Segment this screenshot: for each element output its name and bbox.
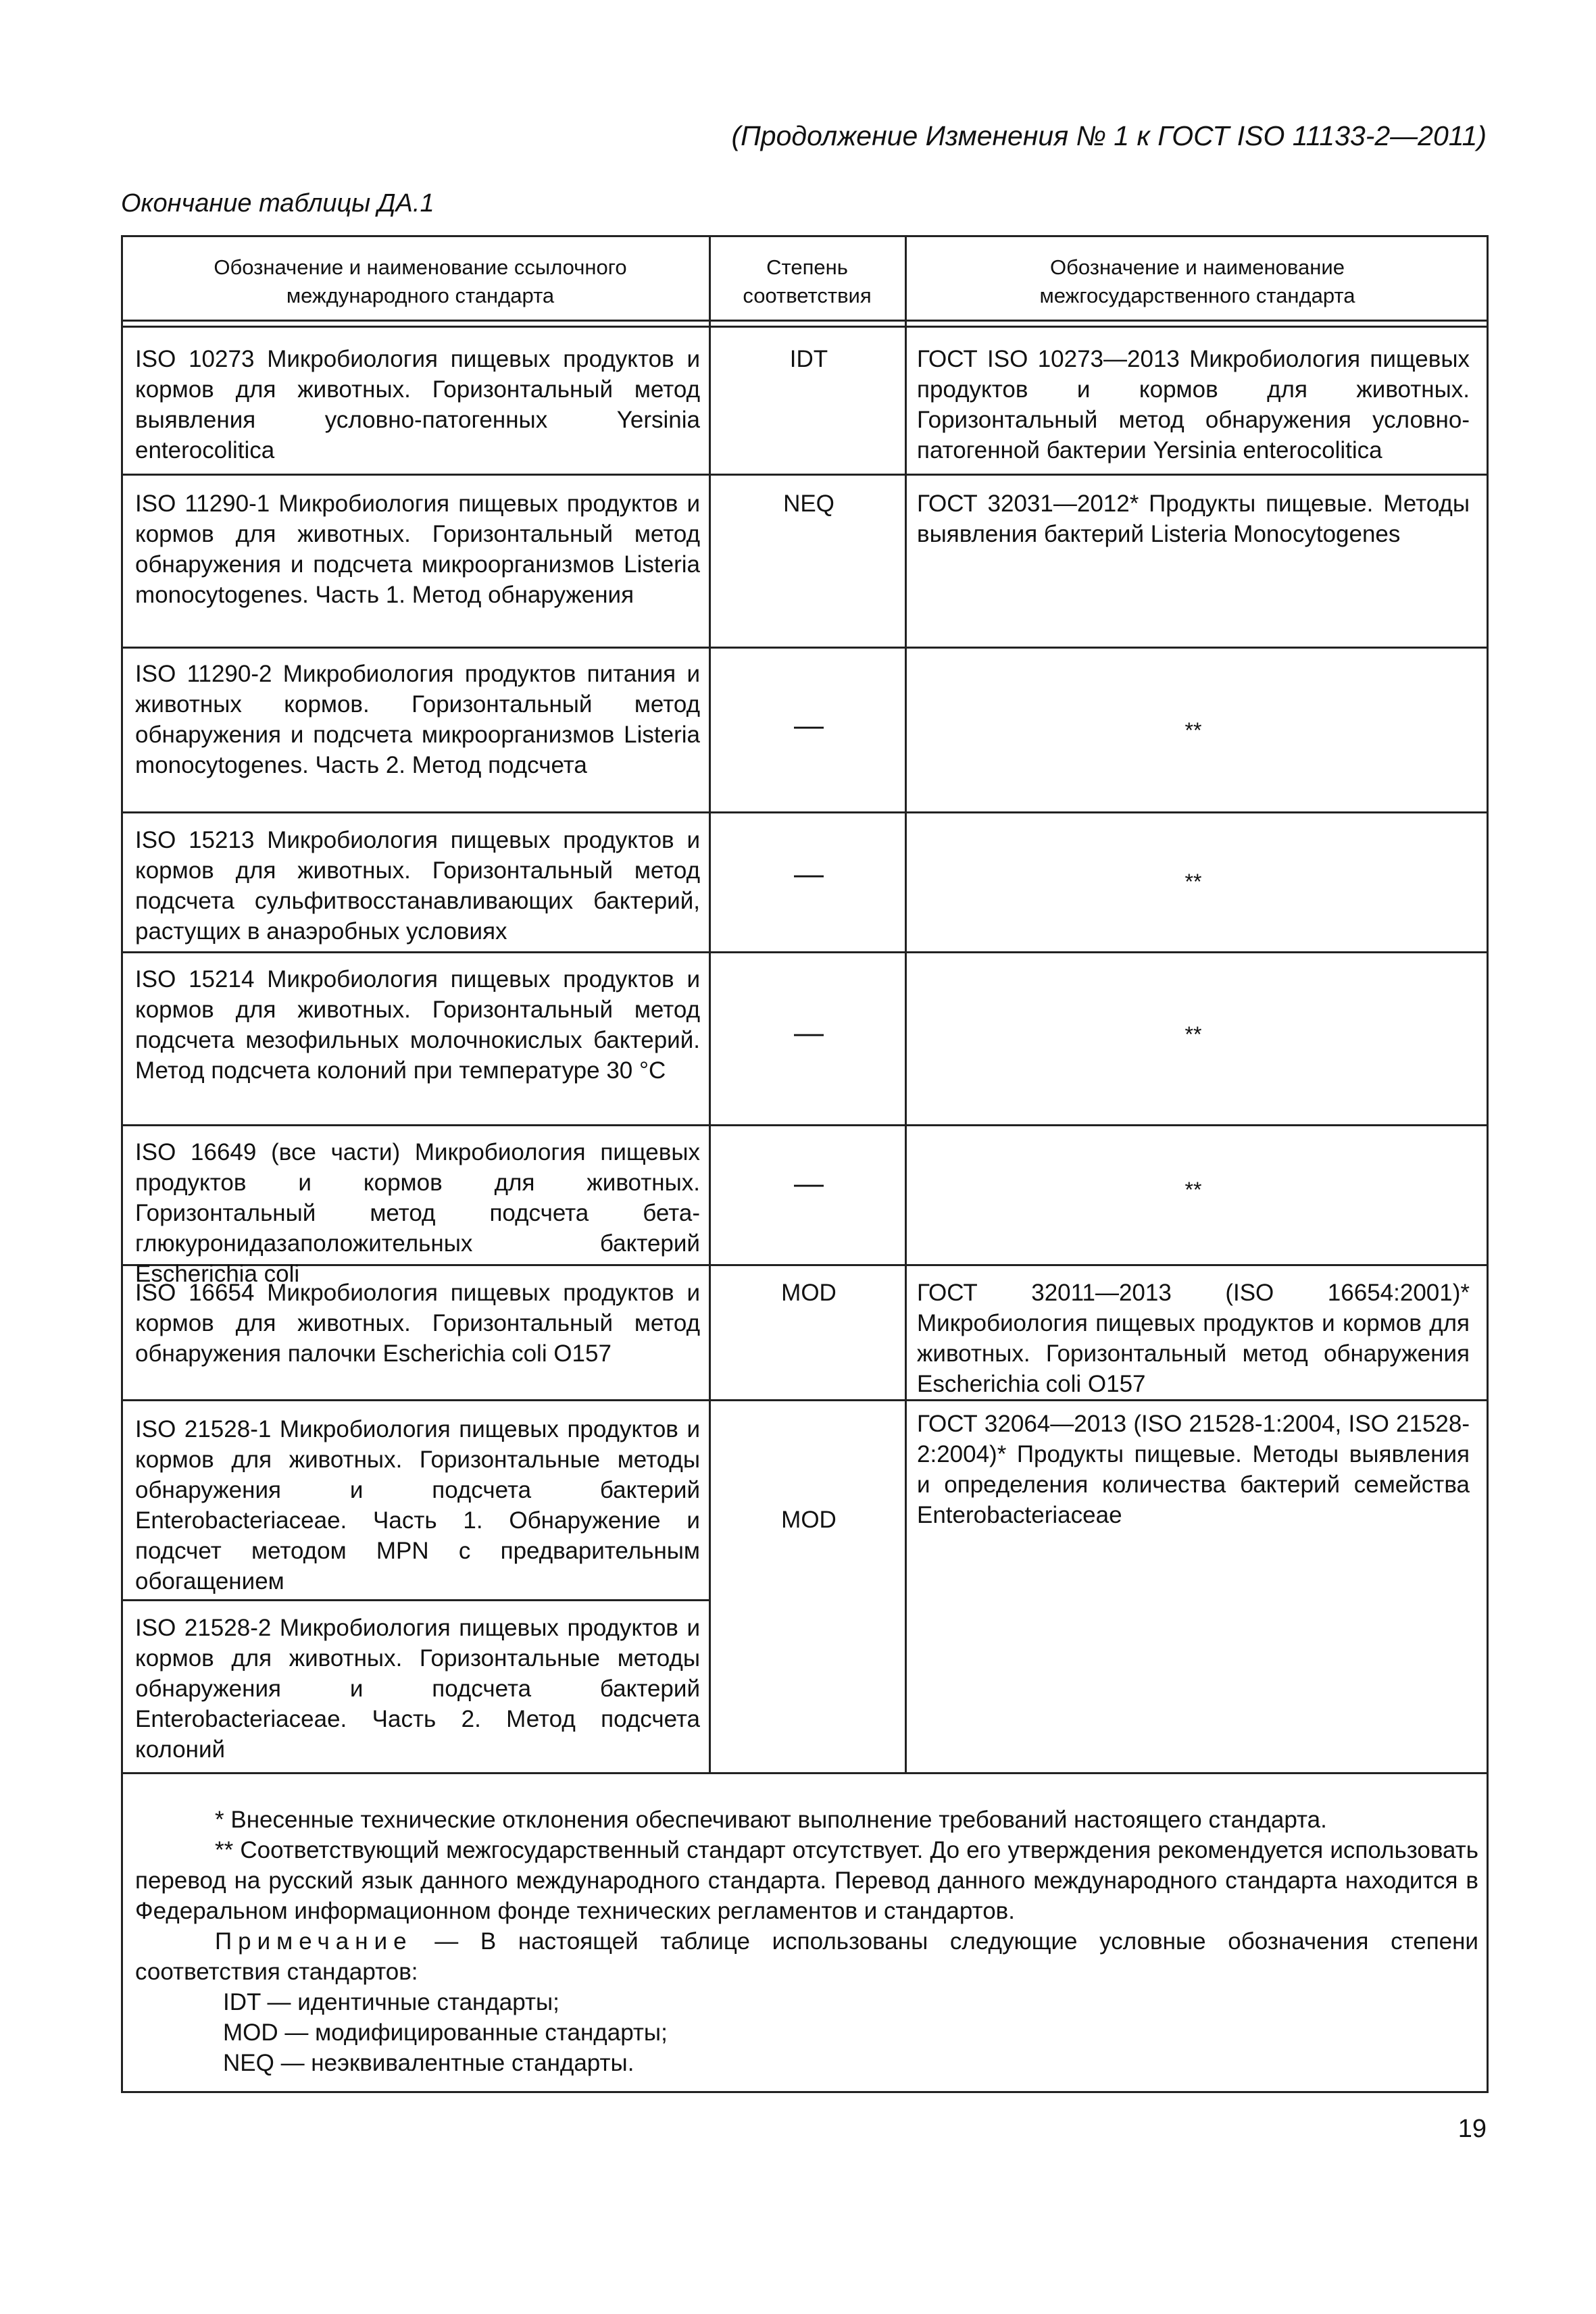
note <box>135 1926 1478 1987</box>
running-header: (Продолжение Изменения № 1 к ГОСТ ISO 11133-2—2011) <box>731 120 1487 151</box>
table-row-reference: ISO 16654 Микробиология пищевых продуктов и кормов для животных. Горизонтальный метод обнаружения палочки Escherichia coli O157 <box>135 1280 700 1367</box>
row-separator <box>123 647 1487 649</box>
header-separator <box>123 326 1487 328</box>
table-footnotes <box>135 1805 1478 2078</box>
row-separator <box>123 474 1487 476</box>
table-row-degree: MOD <box>781 1280 837 1306</box>
row-separator <box>123 951 1487 953</box>
column-header-degree: Степень соответствия <box>743 255 872 307</box>
column-divider <box>905 237 907 1774</box>
row-separator <box>123 811 1487 813</box>
table-caption: Окончание таблицы ДА.1 <box>121 189 434 218</box>
table-row-reference: ISO 21528-2 Микробиология пищевых продуктов и кормов для животных. Горизонтальные методы обнаружения и подсчета бактерий Enterobacteriaceae. Часть 2. Метод подсчета колоний <box>135 1615 700 1763</box>
table-row-degree: IDT <box>789 346 828 372</box>
footnote-separator <box>123 1772 1487 1774</box>
page-number: 19 <box>1457 2115 1487 2143</box>
abbr-idt: IDT — идентичные стандарты; <box>223 1989 559 2015</box>
row-separator <box>123 1399 1487 1401</box>
table-row-reference: ISO 11290-2 Микробиология продуктов питания и животных кормов. Горизонтальный метод обнаружения и подсчета микроорганизмов Listeria monocytogenes. Часть 2. Метод подсчета <box>135 661 700 778</box>
note-label: Примечание <box>215 1928 413 1955</box>
column-header-reference: Обозначение и наименование ссылочного международного стандарта <box>214 255 627 307</box>
table-row-degree: MOD <box>781 1507 837 1533</box>
reference-table <box>121 235 1489 2093</box>
abbr-mod: MOD — модифицированные стандарты; <box>223 2019 668 2046</box>
table-row-degree: — <box>794 1167 824 1200</box>
table-row-reference: ISO 16649 (все части) Микробиология пищевых продуктов и кормов для животных. Горизонтальный метод подсчета бета-глюкуронидазаположительных бактерий Escherichia coli <box>135 1139 700 1287</box>
table-row-reference: ISO 15213 Микробиология пищевых продуктов и кормов для животных. Горизонтальный метод подсчета сульфитвосстанавливающих бактерий, растущих в анаэробных условиях <box>135 827 700 945</box>
column-header-interstate: Обозначение и наименование межгосударственного стандарта <box>1039 255 1355 307</box>
column-divider <box>709 237 711 1774</box>
table-row-interstate: ** <box>1184 718 1202 743</box>
abbr-neq: NEQ — неэквивалентные стандарты. <box>223 2050 634 2076</box>
table-row-reference: ISO 21528-1 Микробиология пищевых продуктов и кормов для животных. Горизонтальные методы обнаружения и подсчета бактерий Enterobacteriaceae. Часть 1. Обнаружение и подсчет методом MPN с предварительным обогащением <box>135 1416 700 1594</box>
row-separator <box>123 1599 709 1601</box>
table-row-reference: ISO 10273 Микробиология пищевых продуктов и кормов для животных. Горизонтальный метод выявления условно-патогенных Yersinia enterocolitica <box>135 346 700 463</box>
table-row-degree: — <box>794 857 824 890</box>
table-row-interstate: ** <box>1184 870 1202 894</box>
table-row-degree: NEQ <box>783 491 834 517</box>
footnote-double-star: ** Соответствующий межгосударственный стандарт отсутствует. До его утверждения рекомендуется использовать перевод на русский язык данного международного стандарта. Перевод данного международного стандарта находится в Федеральном информационном фонде технических регламентов и стандартов. <box>135 1837 1478 1924</box>
table-row-interstate: ** <box>1184 1022 1202 1047</box>
row-separator <box>123 1124 1487 1126</box>
table-row-interstate: ГОСТ ISO 10273—2013 Микробиология пищевых продуктов и кормов для животных. Горизонтальный метод обнаружения условно-патогенной бактерии Yersinia enterocolitica <box>917 346 1470 463</box>
table-row-interstate: ГОСТ 32064—2013 (ISO 21528-1:2004, ISO 21528-2:2004)* Продукты пищевые. Методы выявления и определения количества бактерий семейства Enterobacteriaceae <box>917 1411 1470 1528</box>
table-row-reference: ISO 11290-1 Микробиология пищевых продуктов и кормов для животных. Горизонтальный метод обнаружения и подсчета микроорганизмов Listeria monocytogenes. Часть 1. Метод обнаружения <box>135 491 700 608</box>
table-row-interstate: ГОСТ 32011—2013 (ISO 16654:2001)* Микробиология пищевых продуктов и кормов для животных. Горизонтальный метод обнаружения Escherichia coli O157 <box>917 1280 1470 1397</box>
header-separator <box>123 320 1487 322</box>
note-text: — В настоящей таблице использованы следующие условные обозначения степени соответствия стандартов: <box>135 1928 1478 1985</box>
table-row-degree: — <box>794 709 824 742</box>
table-row-interstate: ГОСТ 32031—2012* Продукты пищевые. Методы выявления бактерий Listeria Monocytogenes <box>917 491 1470 547</box>
table-row-reference: ISO 15214 Микробиология пищевых продуктов и кормов для животных. Горизонтальный метод подсчета мезофильных молочнокислых бактерий. Метод подсчета колоний при температуре 30 °С <box>135 966 700 1084</box>
table-row-degree: — <box>794 1016 824 1049</box>
table-row-interstate: ** <box>1184 1178 1202 1202</box>
footnote-single-star: * Внесенные технические отклонения обеспечивают выполнение требований настоящего стандарта. <box>215 1807 1327 1833</box>
